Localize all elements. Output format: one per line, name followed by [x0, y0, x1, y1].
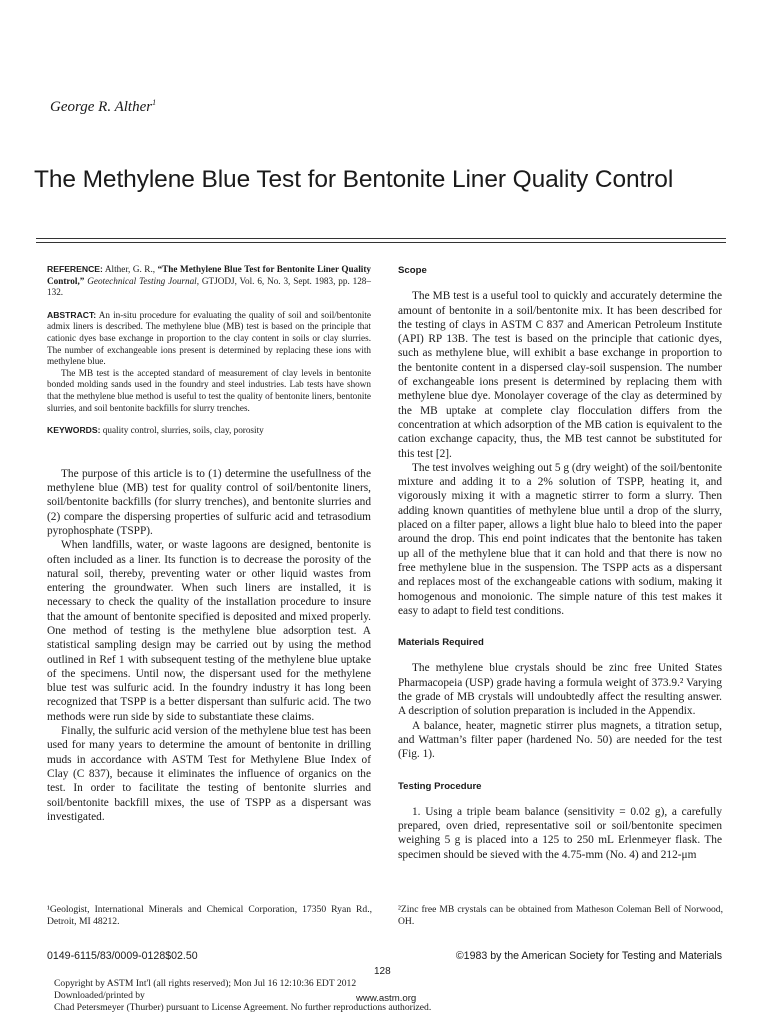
download-printed-line: Downloaded/printed by	[54, 990, 145, 1001]
body-paragraph-1: The purpose of this article is to (1) determine the usefullness of the methylene blue (MB) test for quality control of soil/bentonite liners, soil/bentonite backfills (for slurry trenches), and bentonite slurries and (2) compare the dispersing properties of sulfuric acid and tetrasodium pyrophosphate (TSPP).	[47, 467, 371, 537]
author-footnote-mark: 1	[152, 98, 157, 107]
right-column	[398, 264, 722, 862]
scope-paragraph-1: The MB test is a useful tool to quickly and accurately determine the amount of bentonite in a soil/bentonite mix. It has been described for the testing of clays in ASTM C 837 and American Petroleum Institute (API) RP 13B. The test is based on the principle that cationic dyes, such as methylene blue, will exhibit a base exchange in proportion to the bentonite content in a dispersed clay-soil suspension. The number of exchangeable ions present is determined by replacing them with methylene blue dye. Monolayer coverage of the clay as determined by the MB uptake at complete clay flocculation differs from the concentration at which adsorption of the MB cation is equivalent to the cation exchange capacity, thus, the MB test cannot be substituted for this test [2].	[398, 290, 722, 460]
materials-paragraph-2: A balance, heater, magnetic stirrer plus magnets, a titration setup, and Wattman’s filter paper (hardened No. 50) are needed for the test (Fig. 1).	[398, 719, 722, 761]
footnote-1: ¹Geologist, International Minerals and Chemical Corporation, 17350 Ryan Rd., Detroit, MI 48212.	[47, 904, 372, 927]
page-number: 128	[374, 966, 391, 977]
scope-paragraph-2: The test involves weighing out 5 g (dry weight) of the soil/bentonite mixture and adding it to a 2% solution of TSPP, heating it, and vigorously mixing it with a magnetic stirrer to form a slurry. Then adding known quantities of methylene blue until a drop of the slurry, placed on a filter paper, allows a light blue halo to bleed into the paper around the drop. This end point indicates that the bentonite has taken up all of the methylene blue that it can hold and that there is now no free methylene blue in the suspension. The TSPP acts as a dispersant and replaces most of the exchangeable cations with sodium, making it homogenous and monoionic. The simple nature of this test makes it easy to adapt to field test conditions.	[398, 461, 722, 617]
testing-heading: Testing Procedure	[398, 780, 482, 792]
astm-link[interactable]: www.astm.org	[356, 993, 417, 1004]
reference-journal: Geotechnical Testing Journal,	[84, 275, 200, 286]
reference-authors: Alther, G. R.,	[102, 264, 158, 274]
keywords-text: quality control, slurries, soils, clay, porosity	[100, 425, 264, 436]
abstract-p2: The MB test is the accepted standard of measurement of clay levels in bentonite bonded molding sands used in the foundry and steel industries. Lab tests have shown that the methylene blue method is useful to test the quality of bentonite liners, bentonite slurries, and soil bentonite backfills for slurry trenches.	[47, 367, 371, 413]
abstract-label: ABSTRACT:	[47, 309, 97, 320]
reference-title: “The Methylene Blue Test for Bentonite Liner Quality Control,”	[47, 264, 371, 286]
footnote-2: ²Zinc free MB crystals can be obtained from Matheson Coleman Bell of Norwood, OH.	[398, 904, 723, 927]
abstract-p1: An in-situ procedure for evaluating the quality of soil and soil/bentonite admix liners is described. The methylene blue (MB) test is based on the principle that cationic dyes base exchange in proportion to the clay content in soils or clay slurries. The number of exchangeable ions present is determined by replacing these ions with methylene blue.	[47, 309, 371, 367]
materials-paragraph-1: The methylene blue crystals should be zinc free United States Pharmacopeia (USP) grade having a formula weight of 373.9.² Varying the grade of MB crystals will undoubtedly affect the resulting answer. A description of solution preparation is included in the Appendix.	[398, 662, 722, 718]
reference-citation: GTJODJ, Vol. 6, No. 3, Sept. 1983, pp. 128–132.	[47, 275, 371, 298]
author-line	[50, 98, 156, 116]
testing-paragraph-1: 1. Using a triple beam balance (sensitivity = 0.02 g), a carefully prepared, oven dried, representative soil or soil/bentonite specimen weighing 5 g is placed into a 125 to 250 mL Erlenmeyer flask. The specimen should be sieved with the 4.75-mm (No. 4) and 212-μm	[398, 805, 722, 861]
reference-block	[47, 264, 371, 299]
keywords-label: KEYWORDS:	[47, 425, 101, 436]
license-line: Chad Petersmeyer (Thurber) pursuant to License Agreement. No further reproductions authorized.	[54, 1002, 432, 1013]
body-paragraph-3: Finally, the sulfuric acid version of the methylene blue test has been used for many years to determine the amount of bentonite in drilling muds in accordance with ASTM Test for Methylene Blue Index of Clay (C 837), because it eliminates the influence of organics on the test. In order to facilitate the testing of bentonite slurries and soil/bentonite backfill mixes, the use of TSPP as a dispersant was investigated.	[47, 725, 371, 823]
left-column	[47, 264, 371, 824]
materials-heading: Materials Required	[398, 637, 484, 649]
scope-heading: Scope	[398, 265, 427, 276]
keywords-block	[47, 425, 371, 437]
paper-title: The Methylene Blue Test for Bentonite Liner Quality Control	[34, 166, 674, 193]
journal-code: 0149-6115/83/0009-0128$02.50	[47, 950, 198, 962]
title-rule-bottom	[36, 242, 726, 243]
body-paragraph-2: When landfills, water, or waste lagoons are designed, bentonite is often included as a liner. Its function is to decrease the porosity of the natural soil, thereby, preventing water or other liquid wastes from entering the groundwater. When such liners are installed, it is necessary to check the quality of the installation procedure to insure that the amount of bentonite specified is deposited and mixed properly. One method of testing is the methylene blue adsorption test. A statistical sampling design may be carried out by using the method outlined in Ref 1 with subsequent testing of the methylene blue uptake of the specimens. Until now, the dispersant used for the methylene blue test was sulfuric acid. In the foundry industry it has long been recognized that TSPP is a better dispersant than sulfuric acid. The two methods were run side by side to substantiate these claims.	[47, 539, 371, 723]
download-copyright-line: Copyright by ASTM Int'l (all rights reserved); Mon Jul 16 12:10:36 EDT 2012	[54, 978, 357, 989]
reference-label: REFERENCE:	[47, 264, 103, 274]
abstract-block	[47, 310, 371, 368]
title-rule-top	[36, 238, 726, 239]
copyright-notice: ©1983 by the American Society for Testing and Materials	[455, 950, 722, 962]
author-name: George R. Alther	[50, 99, 153, 115]
